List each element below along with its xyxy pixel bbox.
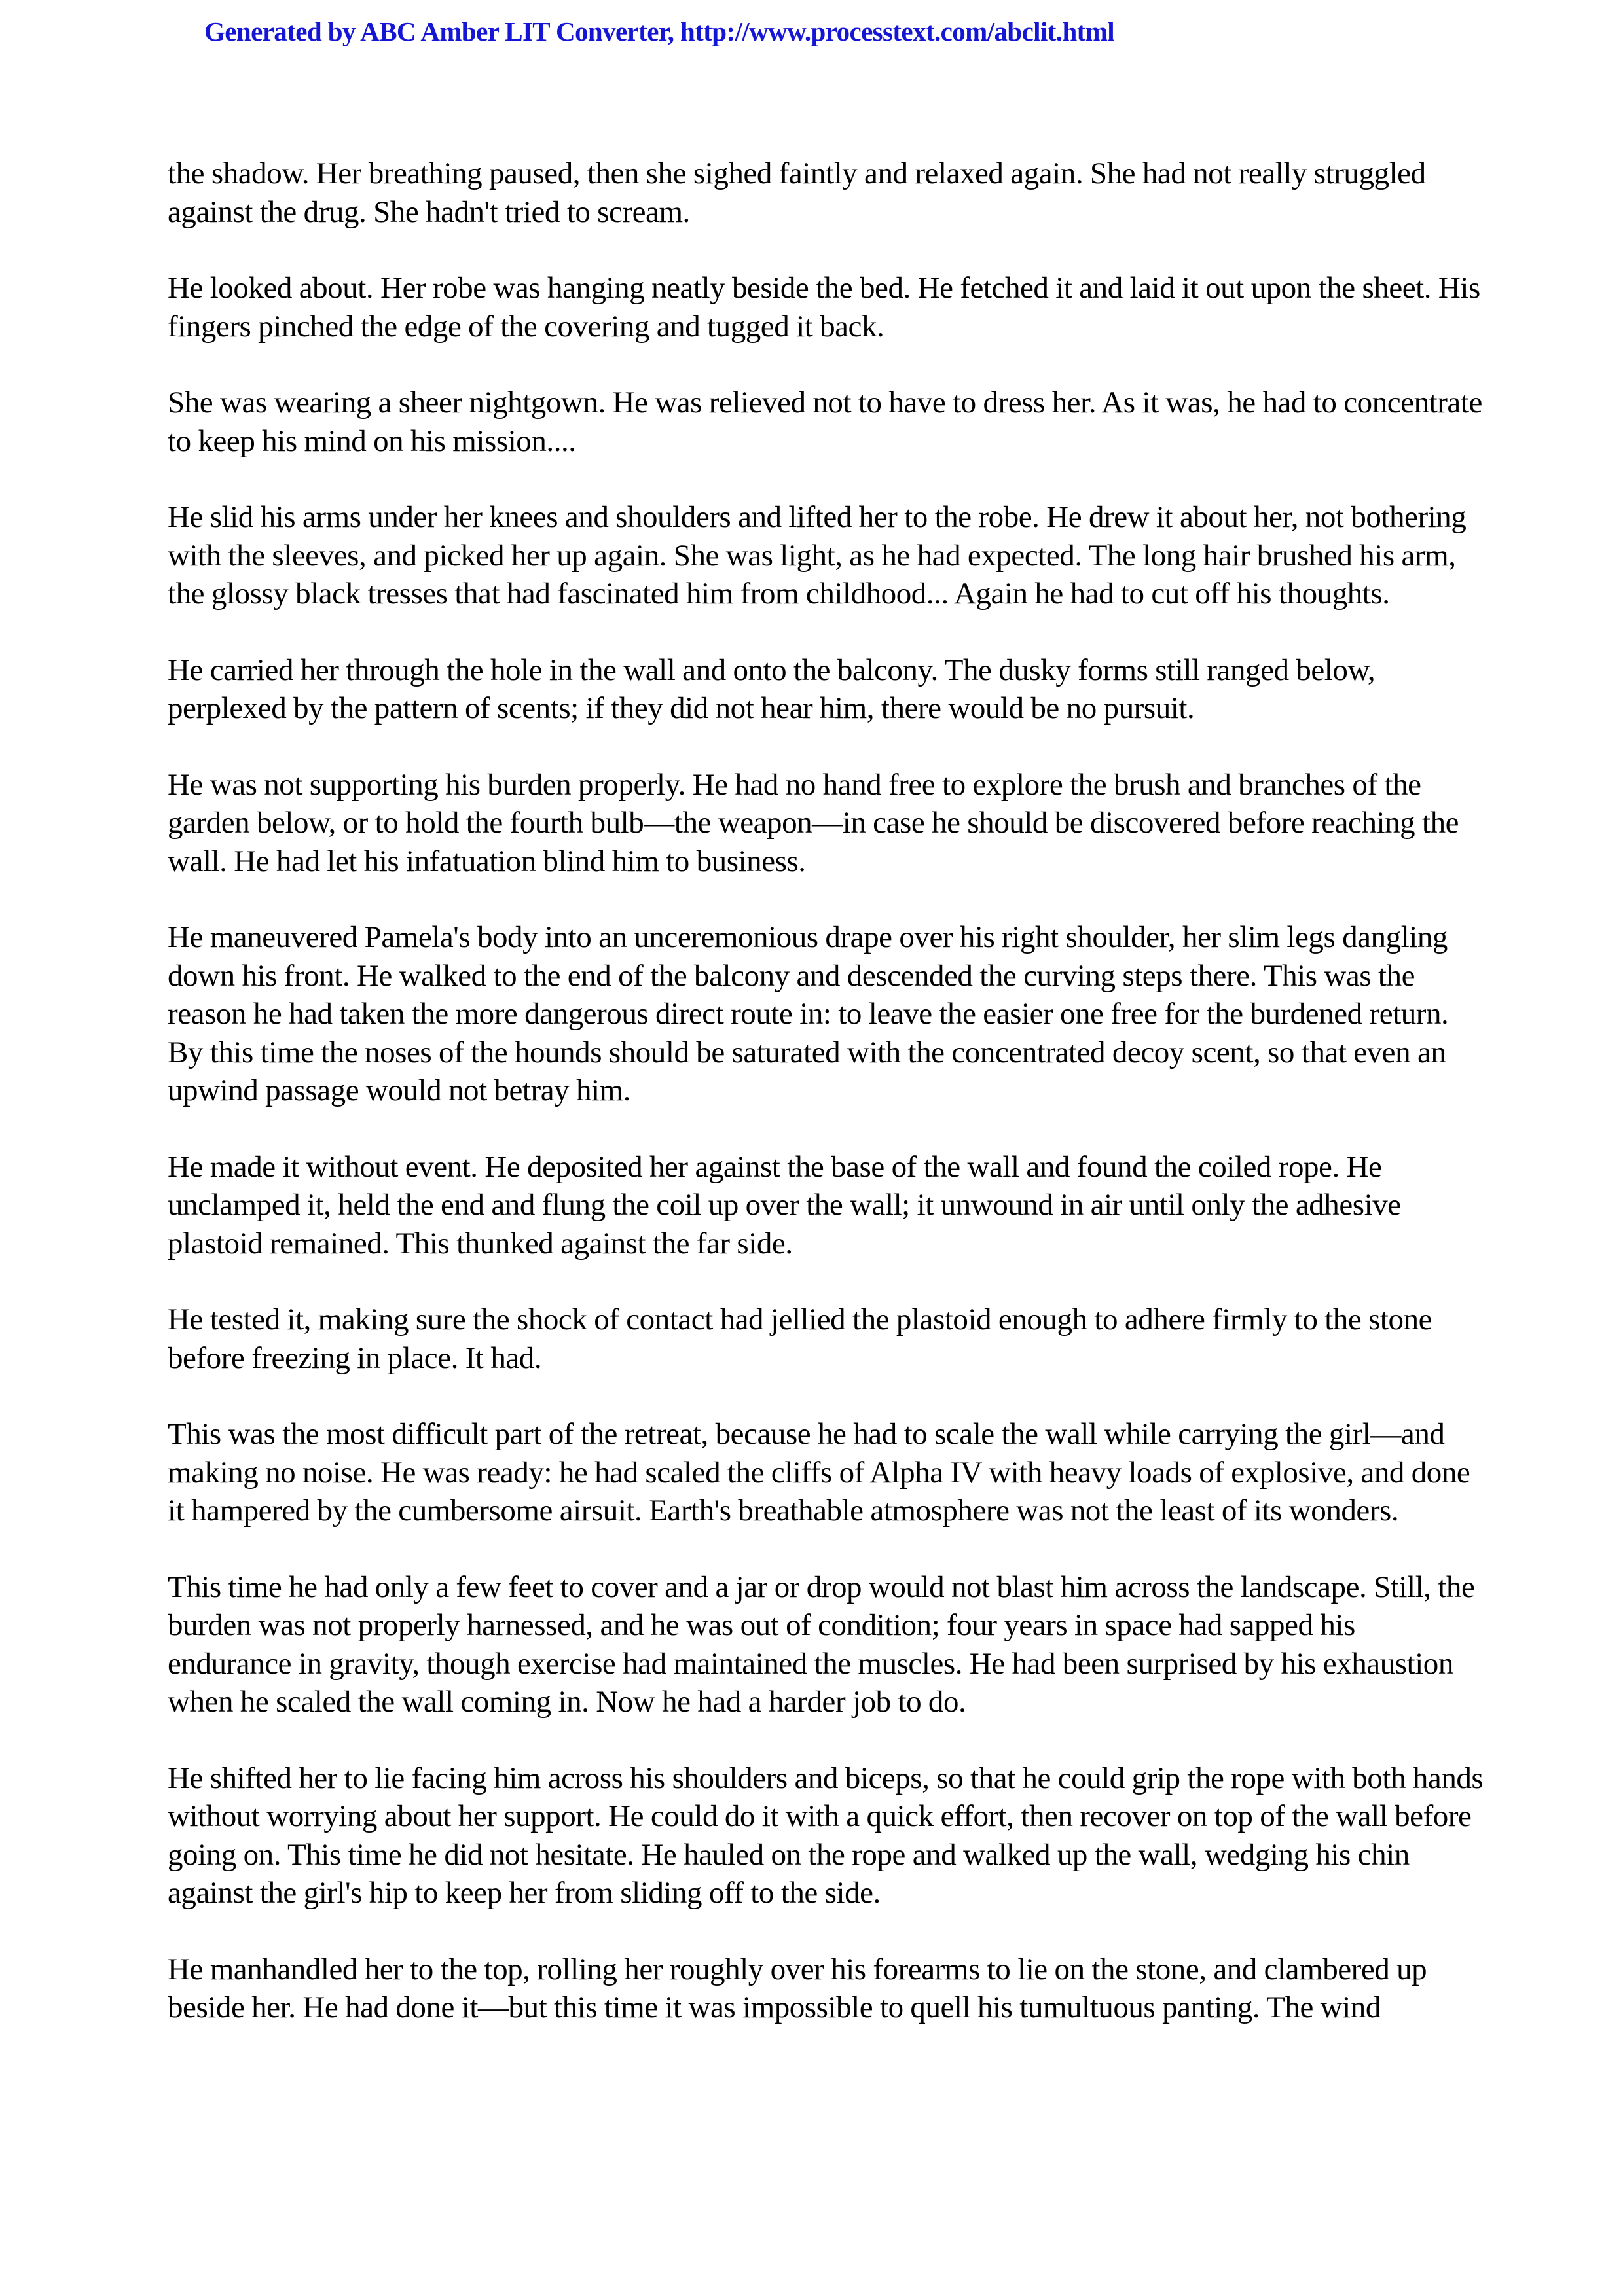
converter-header: Generated by ABC Amber LIT Converter, http://www.processtext.com/abclit.html bbox=[204, 16, 1115, 46]
paragraph: She was wearing a sheer nightgown. He was relieved not to have to dress her. As it was, he had to concentrate to keep his mind on his mission.... bbox=[168, 386, 1482, 458]
paragraph: He manhandled her to the top, rolling her roughly over his forearms to lie on the stone, and clambered up beside her. He had done it—but this time it was impossible to quell his tumultuous panting. The wind bbox=[168, 1952, 1427, 2024]
paragraph: the shadow. Her breathing paused, then she sighed faintly and relaxed again. She had not really struggled against the drug. She hadn't tried to scream. bbox=[168, 156, 1426, 229]
document-body bbox=[168, 154, 1484, 2065]
paragraph: He carried her through the hole in the wall and onto the balcony. The dusky forms still ranged below, perplexed by the pattern of scents; if they did not hear him, there would be no pursuit. bbox=[168, 653, 1376, 725]
paragraph: He shifted her to lie facing him across his shoulders and biceps, so that he could grip the rope with both hands without worrying about her support. He could do it with a quick effort, then recover on top of the wall before going on. This time he did not hesitate. He hauled on the rope and walked up the wall, wedging his chin against the girl's hip to keep her from sliding off to the side. bbox=[168, 1761, 1484, 1910]
paragraph: This was the most difficult part of the retreat, because he had to scale the wall while carrying the girl—and making no noise. He was ready: he had scaled the cliffs of Alpha IV with heavy loads of explosive, and done it hampered by the cumbersome airsuit. Earth's breathable atmosphere was not the least of its wonders. bbox=[168, 1417, 1470, 1528]
paragraph: He made it without event. He deposited her against the base of the wall and found the coiled rope. He unclamped it, held the end and flung the coil up over the wall; it unwound in air until only the adhesive plastoid remained. This thunked against the far side. bbox=[168, 1149, 1401, 1261]
paragraph: He looked about. Her robe was hanging neatly beside the bed. He fetched it and laid it out upon the sheet. His fingers pinched the edge of the covering and tugged it back. bbox=[168, 271, 1480, 344]
paragraph: He tested it, making sure the shock of contact had jellied the plastoid enough to adhere firmly to the stone before freezing in place. It had. bbox=[168, 1302, 1432, 1375]
paragraph: He slid his arms under her knees and shoulders and lifted her to the robe. He drew it about her, not bothering with the sleeves, and picked her up again. She was light, as he had expected. The long hair brushed his arm, the glossy black tresses that had fascinated him from childhood... Again he had to cut off his thoughts. bbox=[168, 500, 1467, 611]
paragraph: This time he had only a few feet to cover and a jar or drop would not blast him across the landscape. Still, the burden was not properly harnessed, and he was out of condition; four years in space had sapped his endurance in gravity, though exercise had maintained the muscles. He had been surprised by his exhaustion when he scaled the wall coming in. Now he had a harder job to do. bbox=[168, 1570, 1475, 1719]
paragraph: He was not supporting his burden properly. He had no hand free to explore the brush and branches of the garden below, or to hold the fourth bulb—the weapon—in case he should be discovered before reaching the wall. He had let his infatuation blind him to business. bbox=[168, 767, 1459, 878]
paragraph: He maneuvered Pamela's body into an unceremonious drape over his right shoulder, her slim legs dangling down his front. He walked to the end of the balcony and descended the curving steps there. This was the reason he had taken the more dangerous direct route in: to leave the easier one free for the burdened return. By this time the noses of the hounds should be saturated with the concentrated decoy scent, so that even an upwind passage would not betray him. bbox=[168, 920, 1449, 1107]
